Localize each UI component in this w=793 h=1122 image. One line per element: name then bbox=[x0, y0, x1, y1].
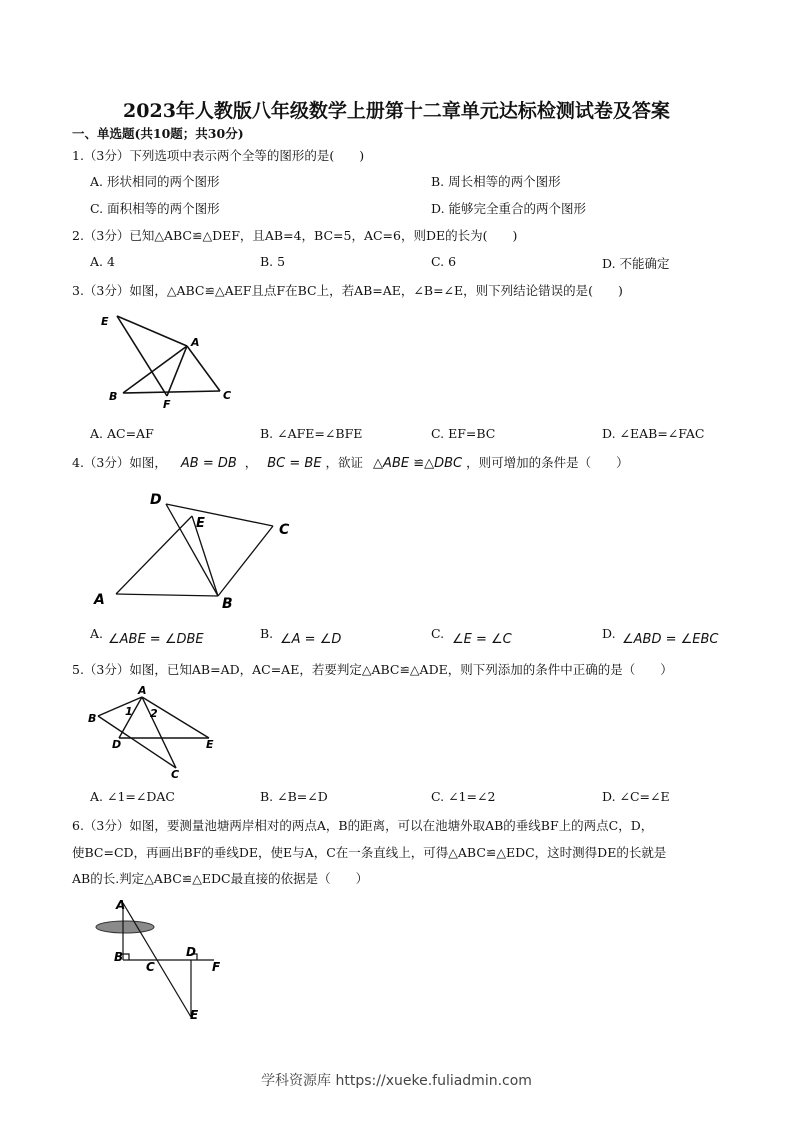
q4-option-b-letter: B. bbox=[260, 626, 274, 641]
q3-option-c: C. EF=BC bbox=[431, 426, 496, 441]
q3-option-b: B. ∠AFE=∠BFE bbox=[260, 426, 363, 441]
q4-option-d: ∠ABD = ∠EBC bbox=[622, 632, 719, 647]
q5-option-a: A. ∠1=∠DAC bbox=[90, 789, 175, 804]
q1-option-b: B. 周长相等的两个图形 bbox=[431, 174, 561, 189]
q5-label-d: D bbox=[112, 738, 122, 751]
q6-label-c: C bbox=[146, 960, 155, 974]
q4-option-c-letter: C. bbox=[431, 626, 445, 641]
q4-label-d: D bbox=[150, 492, 162, 508]
q1-option-a: A. 形状相同的两个图形 bbox=[90, 174, 220, 189]
q4-figure bbox=[88, 486, 303, 614]
question-4-stem bbox=[72, 453, 629, 471]
question-5-stem: 5.（3分）如图，已知AB=AD，AC=AE，若要判定△ABC≌△ADE，则下列添加的条件中正确的是（ ） bbox=[72, 662, 673, 677]
q4-label-b: B bbox=[222, 596, 233, 612]
q5-label-1: 1 bbox=[125, 705, 133, 718]
q1-option-c: C. 面积相等的两个图形 bbox=[90, 201, 220, 216]
q4-label-e: E bbox=[196, 516, 205, 531]
question-6-line-3: AB的长.判定△ABC≌△EDC最直接的依据是（ ） bbox=[72, 871, 369, 886]
q5-label-c: C bbox=[171, 768, 180, 781]
q1-option-d: D. 能够完全重合的两个图形 bbox=[431, 201, 587, 216]
q4-condition-2: BC = BE bbox=[267, 456, 322, 471]
question-1-stem: 1.（3分）下列选项中表示两个全等的图形的是( ) bbox=[72, 148, 365, 163]
question-2-stem: 2.（3分）已知△ABC≌△DEF，且AB=4，BC=5，AC=6，则DE的长为( ) bbox=[72, 228, 518, 243]
page-title: 2023年人教版八年级数学上册第十二章单元达标检测试卷及答案 bbox=[123, 100, 670, 122]
q3-figure bbox=[95, 308, 245, 413]
q3-option-d: D. ∠EAB=∠FAC bbox=[602, 426, 705, 441]
q5-label-a: A bbox=[138, 684, 147, 697]
q4-option-a-letter: A. bbox=[90, 626, 104, 641]
q3-option-a: A. AC=AF bbox=[90, 426, 154, 441]
q5-option-b: B. ∠B=∠D bbox=[260, 789, 328, 804]
q3-label-f: F bbox=[163, 398, 171, 411]
q4-suffix: ，则可增加的条件是（ ） bbox=[466, 455, 629, 470]
q3-label-c: C bbox=[223, 389, 232, 402]
q4-label-c: C bbox=[279, 522, 290, 538]
q4-option-d-letter: D. bbox=[602, 626, 616, 641]
q6-label-b: B bbox=[114, 950, 124, 964]
q3-label-a: A bbox=[191, 336, 200, 349]
q5-label-b: B bbox=[88, 712, 97, 725]
q4-option-b: ∠A = ∠D bbox=[280, 632, 342, 647]
q2-option-a: A. 4 bbox=[90, 254, 115, 269]
q2-option-c: C. 6 bbox=[431, 254, 457, 269]
q6-label-a: A bbox=[116, 898, 126, 912]
q6-label-e: E bbox=[190, 1008, 199, 1022]
q6-figure bbox=[86, 895, 236, 1025]
q5-label-e: E bbox=[206, 738, 214, 751]
q5-option-c: C. ∠1=∠2 bbox=[431, 789, 496, 804]
q3-label-b: B bbox=[109, 390, 118, 403]
question-6-line-1: 6.（3分）如图，要测量池塘两岸相对的两点A，B的距离，可以在池塘外取AB的垂线BF上的两点C，D， bbox=[72, 818, 654, 833]
q4-option-c: ∠E = ∠C bbox=[452, 632, 512, 647]
section-heading: 一、单选题(共10题；共30分) bbox=[72, 126, 244, 141]
q4-condition-3: △ABE ≌△DBC bbox=[373, 456, 463, 471]
question-3-stem: 3.（3分）如图，△ABC≌△AEF且点F在BC上，若AB=AE，∠B=∠E，则下列结论错误的是( ) bbox=[72, 283, 623, 298]
q4-label-a: A bbox=[94, 592, 105, 608]
q5-option-d: D. ∠C=∠E bbox=[602, 789, 670, 804]
q5-label-2: 2 bbox=[150, 707, 158, 720]
footer-watermark: 学科资源库 https://xueke.fuliadmin.com bbox=[261, 1073, 532, 1089]
q2-option-b: B. 5 bbox=[260, 254, 286, 269]
q4-prefix: 4.（3分）如图， bbox=[72, 455, 167, 470]
q6-label-d: D bbox=[186, 945, 196, 959]
q2-option-d: D. 不能确定 bbox=[602, 256, 670, 271]
q4-mid: ，欲证 bbox=[325, 455, 364, 470]
q4-separator: ， bbox=[244, 455, 258, 470]
q4-option-a: ∠ABE = ∠DBE bbox=[108, 632, 204, 647]
q6-label-f: F bbox=[212, 960, 221, 974]
question-6-line-2: 使BC=CD，再画出BF的垂线DE，使E与A，C在一条直线上，可得△ABC≌△EDC，这时测得DE的长就是 bbox=[72, 845, 667, 860]
q3-label-e: E bbox=[101, 315, 109, 328]
q5-figure bbox=[84, 683, 224, 783]
q4-condition-1: AB = DB bbox=[180, 456, 237, 471]
